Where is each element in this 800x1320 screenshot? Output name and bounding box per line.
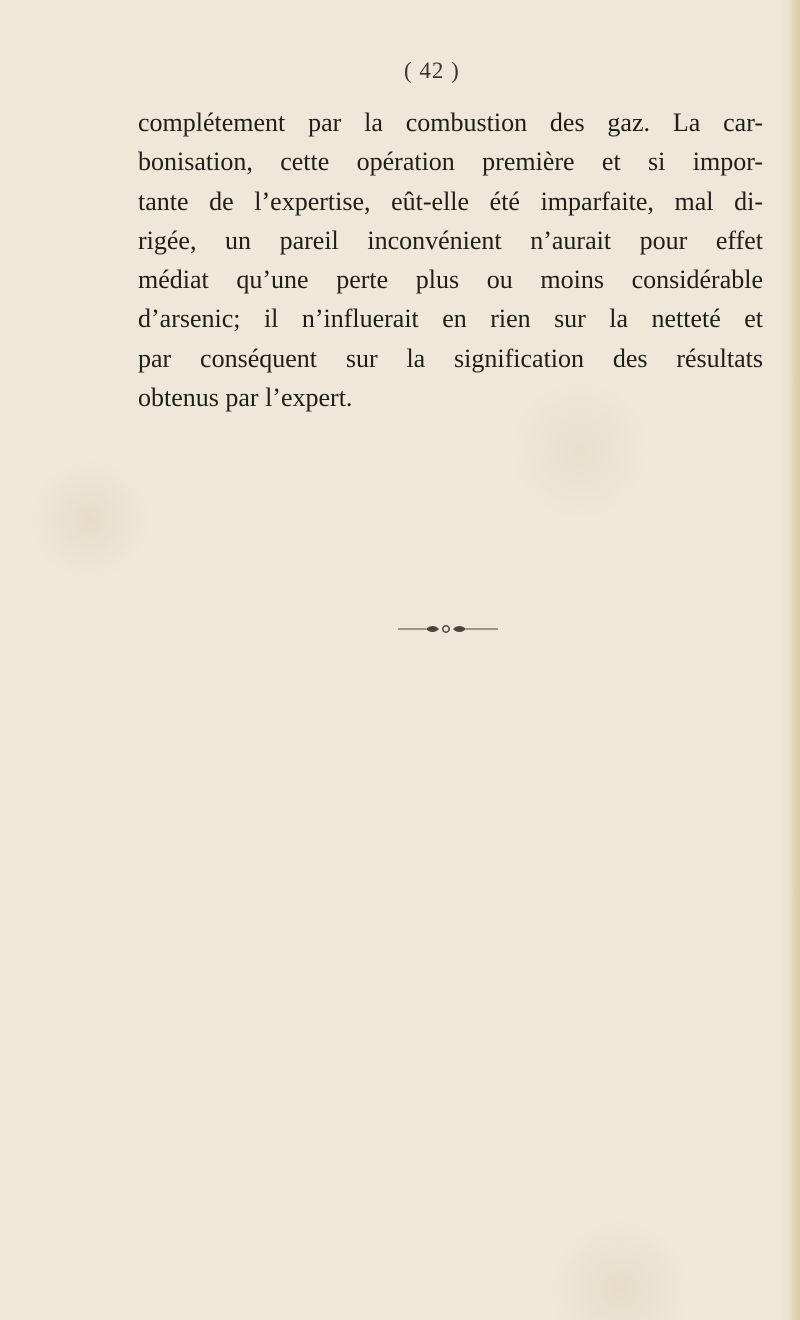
text-line-1: complétement par la combustion des gaz. La car- [138, 108, 763, 137]
text-line-2: bonisation, cette opération première et si impor- [138, 147, 763, 177]
text-line-3: tante de l’expertise, eût-elle été imparfaite, mal di- [138, 186, 763, 216]
decorative-rule-icon [396, 624, 500, 634]
text-line-7: par conséquent sur la signification des résultats [138, 343, 763, 373]
text-line-8: obtenus par l’expert. [138, 383, 353, 413]
text-line-5: médiat qu’une perte plus ou moins considérable [138, 265, 763, 295]
page-number: ( 42 ) [404, 58, 460, 83]
text-line-6: d’arsenic; il n’influerait en rien sur la netteté et [138, 304, 763, 334]
body-text [138, 103, 763, 417]
page-edge-shadow [788, 0, 800, 1320]
text-line-4: rigée, un pareil inconvénient n’aurait pour effet [138, 225, 763, 255]
